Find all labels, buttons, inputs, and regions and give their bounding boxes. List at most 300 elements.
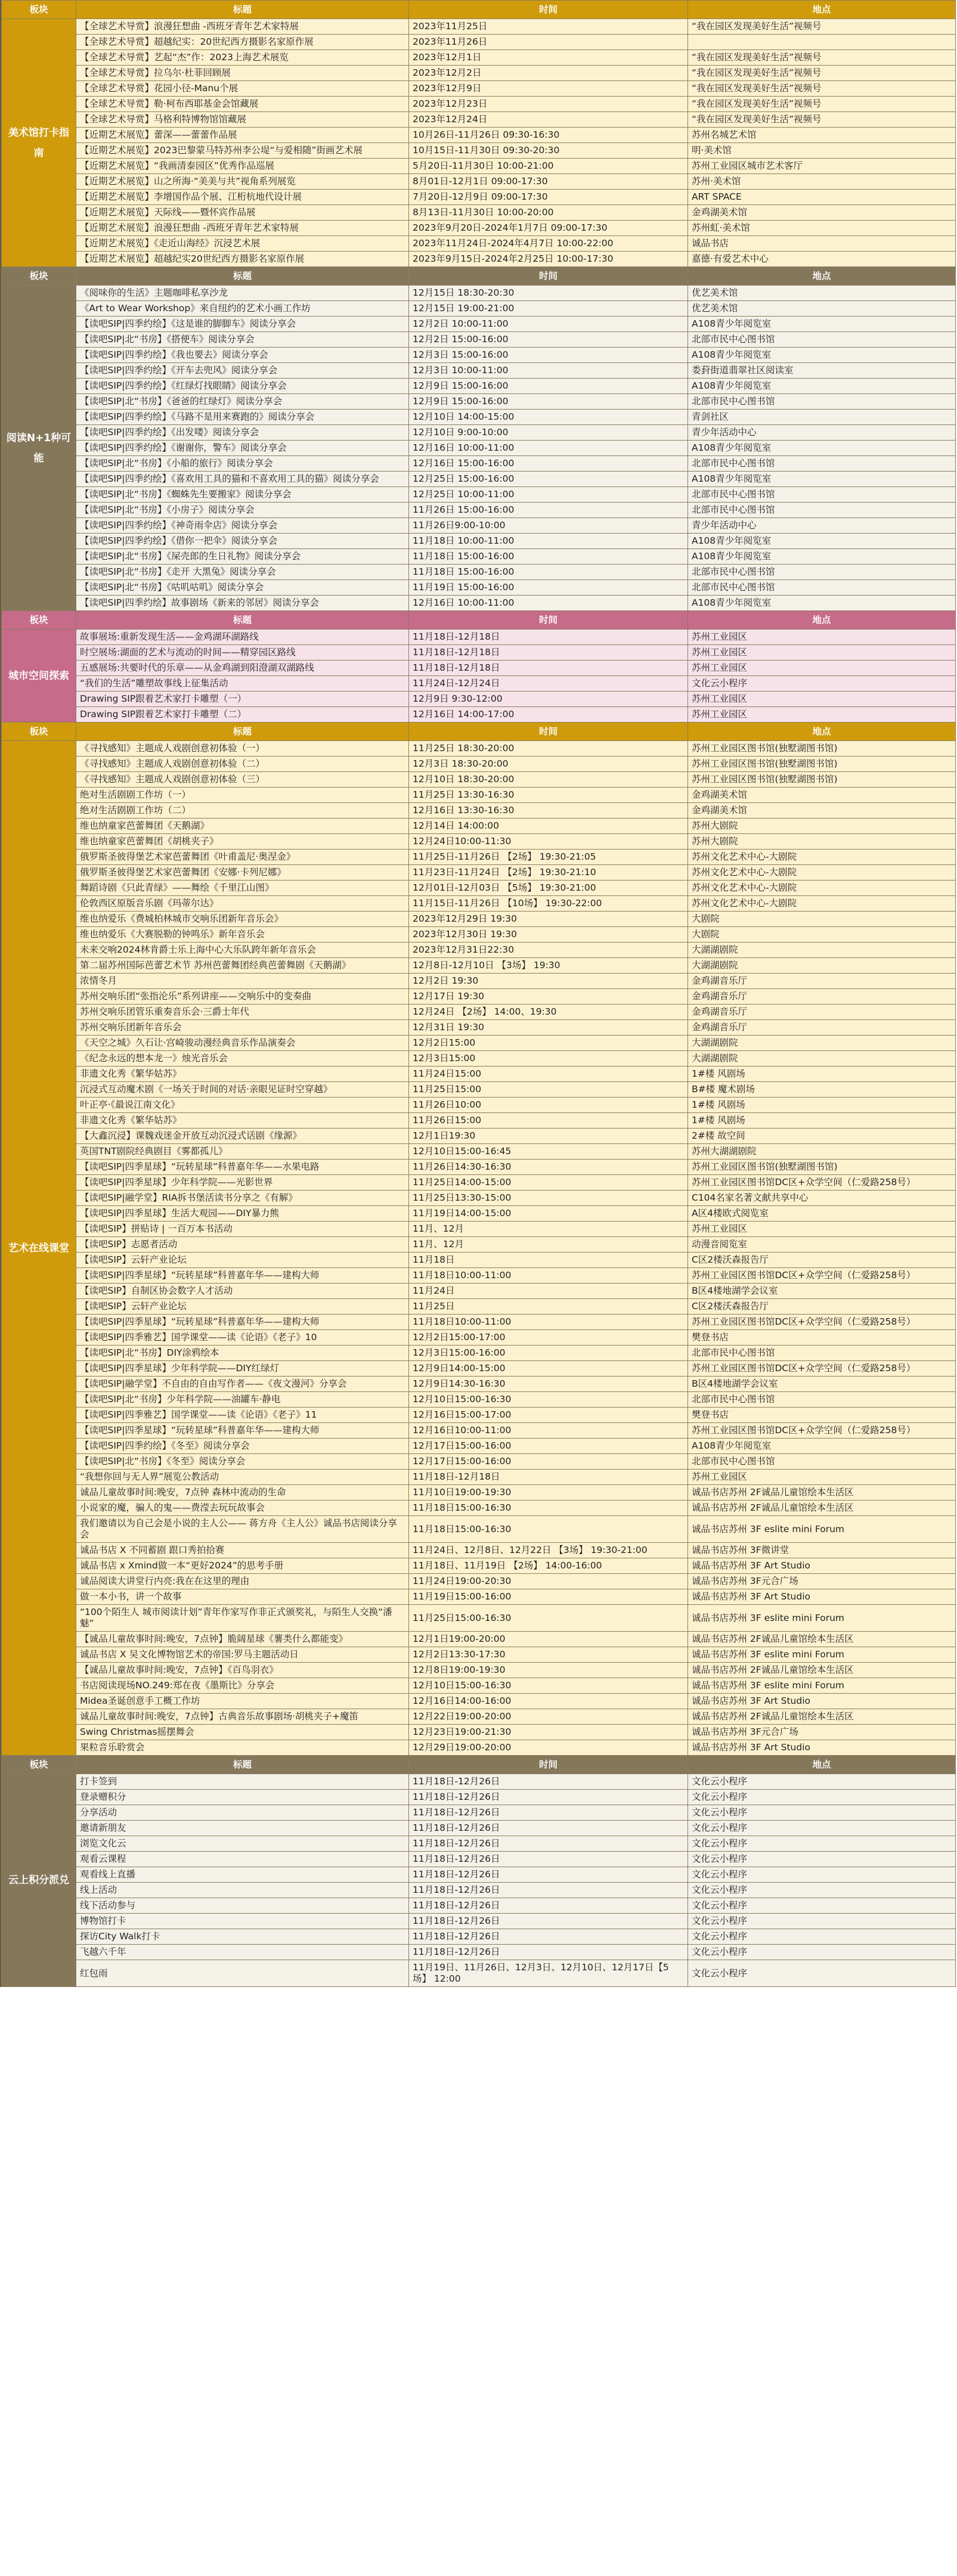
event-title-cell: 【读吧SIP|四季星球】“玩转星球”科普嘉年华——建构大师 — [76, 1315, 409, 1330]
event-location-cell: 诚品书店苏州 3F eslite mini Forum — [688, 1516, 956, 1543]
table-row — [2, 596, 956, 611]
table-row — [2, 190, 956, 205]
table-row — [2, 1036, 956, 1051]
event-time-cell: 7月20日-12月9日 09:00-17:30 — [409, 190, 688, 205]
table-row — [2, 661, 956, 676]
event-location-cell: 娄葑街道翡翠社区阅读室 — [688, 363, 956, 379]
table-row — [2, 1237, 956, 1253]
event-time-cell: 2023年9月20日-2024年1月7日 09:00-17:30 — [409, 221, 688, 236]
event-location-cell: A108青少年阅览室 — [688, 1439, 956, 1454]
event-time-cell: 11月24日-12月24日 — [409, 676, 688, 692]
schedule-table — [1, 0, 956, 1987]
event-location-cell: 樊登书店 — [688, 1408, 956, 1423]
table-row — [2, 1206, 956, 1222]
table-row — [2, 912, 956, 927]
event-location-cell: 苏州工业园区图书馆DC区+众学空间（仁爱路258号） — [688, 1268, 956, 1284]
event-location-cell: 诚品书店苏州 2F诚品儿童馆绘本生活区 — [688, 1663, 956, 1678]
event-location-cell: 苏州文化艺术中心-大剧院 — [688, 896, 956, 912]
table-row — [2, 803, 956, 819]
event-time-cell: 11月18日-12月26日 — [409, 1805, 688, 1821]
table-row — [2, 958, 956, 974]
event-title-cell: 【读吧SIP|四季雅艺】国学课堂——读《论语》《老子》10 — [76, 1330, 409, 1346]
table-row — [2, 128, 956, 143]
event-location-cell: 苏州大湖湖剧院 — [688, 1144, 956, 1160]
table-row — [2, 1852, 956, 1867]
table-row — [2, 1408, 956, 1423]
header-time: 时间 — [409, 723, 688, 741]
event-time-cell: 12月17日 19:30 — [409, 989, 688, 1005]
table-row — [2, 286, 956, 301]
event-time-cell: 11月23日-11月24日 【2场】 19:30-21:10 — [409, 865, 688, 881]
event-time-cell: 12月14日 14:00:00 — [409, 819, 688, 834]
event-title-cell: 非遗文化秀《繁华姑苏》 — [76, 1067, 409, 1082]
table-row — [2, 741, 956, 757]
event-title-cell: 【诚品儿童故事时间:晚安，7点钟】《百鸟羽衣》 — [76, 1663, 409, 1678]
header-section: 板块 — [2, 723, 76, 741]
event-location-cell: 明·美术馆 — [688, 143, 956, 159]
table-row — [2, 1647, 956, 1663]
event-title-cell: 【全球艺术导赏】花园小径-Manu个展 — [76, 81, 409, 97]
event-time-cell: 2023年12月24日 — [409, 112, 688, 128]
event-title-cell: 五感展场:共要时代的乐章——从金鸡湖到阳澄湖双湖路线 — [76, 661, 409, 676]
table-row — [2, 1867, 956, 1883]
table-row — [2, 518, 956, 534]
event-location-cell: 诚品书店苏州 3F eslite mini Forum — [688, 1647, 956, 1663]
event-location-cell: 北部市民中心图书馆 — [688, 487, 956, 503]
header-time: 时间 — [409, 1, 688, 19]
header-section: 板块 — [2, 267, 76, 286]
event-location-cell: 大湖湖剧院 — [688, 943, 956, 958]
event-location-cell — [688, 35, 956, 50]
event-location-cell: 北部市民中心图书馆 — [688, 580, 956, 596]
event-time-cell: 2023年11月26日 — [409, 35, 688, 50]
table-row — [2, 1914, 956, 1929]
event-time-cell: 11月25日 13:30-16:30 — [409, 788, 688, 803]
table-row — [2, 1694, 956, 1709]
event-location-cell: 文化云小程序 — [688, 1867, 956, 1883]
event-title-cell: 打卡签到 — [76, 1774, 409, 1790]
event-location-cell: 动漫音阅览室 — [688, 1237, 956, 1253]
event-title-cell: 【全球艺术导赏】拉乌尔·杜菲回顾展 — [76, 66, 409, 81]
event-time-cell: 2023年12月23日 — [409, 97, 688, 112]
event-location-cell: 文化云小程序 — [688, 1821, 956, 1836]
event-title-cell: 《寻找感知》主题成人戏剧创意初体验（一） — [76, 741, 409, 757]
event-time-cell: 11月18日、11月19日 【2场】 14:00-16:00 — [409, 1558, 688, 1574]
table-row — [2, 1805, 956, 1821]
event-time-cell: 12月8日19:00-19:30 — [409, 1663, 688, 1678]
event-location-cell: 金鸡湖美术馆 — [688, 788, 956, 803]
table-row — [2, 1067, 956, 1082]
event-time-cell: 11月18日-12月18日 — [409, 645, 688, 661]
table-row — [2, 850, 956, 865]
event-time-cell: 12月2日 19:30 — [409, 974, 688, 989]
event-title-cell: 诚品儿童故事时间:晚安，7点钟 森林中流动的生命 — [76, 1485, 409, 1501]
event-time-cell: 12月9日 9:30-12:00 — [409, 692, 688, 707]
event-time-cell: 12月15日 18:30-20:30 — [409, 286, 688, 301]
event-time-cell: 12月9日 15:00-16:00 — [409, 394, 688, 410]
event-time-cell: 11月25日13:30-15:00 — [409, 1191, 688, 1206]
event-title-cell: 【全球艺术导赏】马格利特博物馆馆藏展 — [76, 112, 409, 128]
table-row — [2, 1361, 956, 1377]
event-time-cell: 11月、12月 — [409, 1222, 688, 1237]
event-title-cell: 诚品阅读大讲堂行内亮:我在在这里的理由 — [76, 1574, 409, 1589]
event-time-cell: 10月15日-11月30日 09:30-20:30 — [409, 143, 688, 159]
event-time-cell: 11月18日-12月26日 — [409, 1836, 688, 1852]
event-time-cell: 5月20日-11月30日 10:00-21:00 — [409, 159, 688, 174]
table-row — [2, 757, 956, 772]
event-location-cell: 大湖湖剧院 — [688, 958, 956, 974]
table-row — [2, 205, 956, 221]
event-title-cell: 【读吧SIP】云轩产业论坛 — [76, 1253, 409, 1268]
table-row — [2, 66, 956, 81]
event-location-cell: 苏州文化艺术中心-大剧院 — [688, 881, 956, 896]
header-time: 时间 — [409, 611, 688, 630]
table-row — [2, 1175, 956, 1191]
event-title-cell: 《寻找感知》主题成人戏剧创意初体验（三） — [76, 772, 409, 788]
table-row — [2, 1020, 956, 1036]
event-title-cell: 【读吧SIP|北“书房】《蜘蛛先生要搬家》阅读分享会 — [76, 487, 409, 503]
event-location-cell: 文化云小程序 — [688, 1852, 956, 1867]
table-row — [2, 97, 956, 112]
event-time-cell: 12月01日-12月03日 【5场】 19:30-21:00 — [409, 881, 688, 896]
table-row — [2, 503, 956, 518]
table-row — [2, 1268, 956, 1284]
event-location-cell: 诚品书店苏州 3F eslite mini Forum — [688, 1678, 956, 1694]
header-time: 时间 — [409, 267, 688, 286]
event-title-cell: 诚品书店 X 吴文化博物馆艺术的帝国:罗马主题活动日 — [76, 1647, 409, 1663]
event-time-cell: 12月17日15:00-16:00 — [409, 1454, 688, 1470]
event-location-cell: “我在园区发现美好生活”视频号 — [688, 19, 956, 35]
event-time-cell: 2023年11月24日-2024年4月7日 10:00-22:00 — [409, 236, 688, 252]
event-time-cell: 11月25日 18:30-20:00 — [409, 741, 688, 757]
event-title-cell: 飞越六千年 — [76, 1945, 409, 1960]
event-location-cell: 苏州工业园区 — [688, 645, 956, 661]
event-time-cell: 11月18日-12月26日 — [409, 1821, 688, 1836]
table-row — [2, 1129, 956, 1144]
event-title-cell: 【全球艺术导赏】勒·柯布西耶基金会馆藏展 — [76, 97, 409, 112]
table-row — [2, 1160, 956, 1175]
event-location-cell: 诚品书店苏州 3F Art Studio — [688, 1694, 956, 1709]
event-time-cell: 12月2日13:30-17:30 — [409, 1647, 688, 1663]
event-title-cell: 《纪念永远的想本龙一》烛光音乐会 — [76, 1051, 409, 1067]
event-location-cell: B区4楼地湖学会议室 — [688, 1284, 956, 1299]
event-location-cell: 苏州大剧院 — [688, 819, 956, 834]
event-location-cell: 北部市民中心图书馆 — [688, 1454, 956, 1470]
event-time-cell: 11月18日-12月26日 — [409, 1929, 688, 1945]
event-location-cell: A108青少年阅览室 — [688, 317, 956, 332]
event-time-cell: 12月16日10:00-11:00 — [409, 1423, 688, 1439]
table-row — [2, 441, 956, 456]
event-time-cell: 2023年12月1日 — [409, 50, 688, 66]
event-title-cell: 俄罗斯圣彼得堡艺术家芭蕾舞团《安娜·卡列尼娜》 — [76, 865, 409, 881]
section-header-row — [2, 1, 956, 19]
event-title-cell: 【读吧SIP|融学堂】RIA拆书堡活读书分享之《有解》 — [76, 1191, 409, 1206]
event-time-cell: 11月25日15:00 — [409, 1082, 688, 1098]
event-title-cell: 书店阅读现场NO.249:郑在夜《墨斯比》分享会 — [76, 1678, 409, 1694]
event-title-cell: 【近期艺术展览】山之所海·“美美与共”视角系列展览 — [76, 174, 409, 190]
event-title-cell: 【读吧SIP|北“书房】《冬至》阅读分享会 — [76, 1454, 409, 1470]
event-time-cell: 12月2日 15:00-16:00 — [409, 332, 688, 348]
table-row — [2, 1558, 956, 1574]
table-row — [2, 834, 956, 850]
event-time-cell: 11月18日-12月26日 — [409, 1883, 688, 1898]
table-row — [2, 301, 956, 317]
event-location-cell: “我在园区发现美好生活”视频号 — [688, 112, 956, 128]
event-title-cell: 【读吧SIP|四季约绘】《冬至》阅读分享会 — [76, 1439, 409, 1454]
event-title-cell: 果粒音乐聆赏会 — [76, 1740, 409, 1756]
event-location-cell: B#楼 魔术剧场 — [688, 1082, 956, 1098]
event-time-cell: 11月18日-12月26日 — [409, 1867, 688, 1883]
table-row — [2, 487, 956, 503]
event-title-cell: 【读吧SIP|北“书房】《走开 大黑兔》阅读分享会 — [76, 565, 409, 580]
event-title-cell: “我想你回与无人界”展览公教活动 — [76, 1470, 409, 1485]
event-location-cell: 文化云小程序 — [688, 1914, 956, 1929]
event-location-cell: 优艺美术馆 — [688, 286, 956, 301]
table-row — [2, 1253, 956, 1268]
event-time-cell: 12月25日 10:00-11:00 — [409, 487, 688, 503]
event-time-cell: 12月3日 15:00-16:00 — [409, 348, 688, 363]
table-row — [2, 1144, 956, 1160]
section-category: 艺术在线课堂 — [2, 741, 76, 1756]
event-time-cell: 11月19日15:00-16:00 — [409, 1589, 688, 1605]
table-row — [2, 1113, 956, 1129]
event-title-cell: 小说家的魔，骗人的鬼——费滢去玩玩故事会 — [76, 1501, 409, 1516]
event-location-cell: “我在园区发现美好生活”视频号 — [688, 50, 956, 66]
event-title-cell: 【读吧SIP|北“书房】《屎壳郎的生日礼物》阅读分享会 — [76, 549, 409, 565]
event-title-cell: 绝对生活剧剧工作坊（二） — [76, 803, 409, 819]
table-row — [2, 35, 956, 50]
event-title-cell: 《天空之城》久石让·宫崎骏动漫经典音乐作品演奏会 — [76, 1036, 409, 1051]
table-row — [2, 252, 956, 267]
event-title-cell: 【读吧SIP|四季约绘】《出发喽》阅读分享会 — [76, 425, 409, 441]
event-time-cell: 11月19日、11月26日、12月3日、12月10日、12月17日【5场】 12:00 — [409, 1960, 688, 1987]
table-row — [2, 974, 956, 989]
event-title-cell: 《寻找感知》主题成人戏剧创意初体验（二） — [76, 757, 409, 772]
table-row — [2, 174, 956, 190]
table-row — [2, 927, 956, 943]
table-row — [2, 1543, 956, 1558]
event-title-cell: 【读吧SIP】拼贴诗 | 一百万本书活动 — [76, 1222, 409, 1237]
event-title-cell: 【读吧SIP|四季约绘】《这是谁的脚脚车》阅读分享会 — [76, 317, 409, 332]
event-location-cell: A108青少年阅览室 — [688, 472, 956, 487]
event-location-cell: 2#楼 故空间 — [688, 1129, 956, 1144]
event-time-cell: 11月26日10:00 — [409, 1098, 688, 1113]
event-title-cell: 【近期艺术展览】李增国作品个展、江桁杭地代设计展 — [76, 190, 409, 205]
event-location-cell: 苏州工业园区 — [688, 707, 956, 723]
event-time-cell: 11月25日 — [409, 1299, 688, 1315]
event-time-cell: 2023年12月30日 19:30 — [409, 927, 688, 943]
event-title-cell: 【读吧SIP|四季约绘】《借你一把伞》阅读分享会 — [76, 534, 409, 549]
schedule-body — [2, 1, 956, 1987]
table-row — [2, 565, 956, 580]
event-title-cell: 做一本小书，讲一个故事 — [76, 1589, 409, 1605]
event-time-cell: 12月10日15:00-16:45 — [409, 1144, 688, 1160]
event-title-cell: 伦敦西区原版音乐剧《玛蒂尔达》 — [76, 896, 409, 912]
event-time-cell: 2023年12月9日 — [409, 81, 688, 97]
event-title-cell: 【读吧SIP|四季星球】生活大观园——DIY暴力熊 — [76, 1206, 409, 1222]
table-row — [2, 1945, 956, 1960]
event-title-cell: 【近期艺术展览】浪漫狂想曲 -西班牙青年艺术家特展 — [76, 221, 409, 236]
event-title-cell: 维也纳爱乐《大赛脱勒的钟鸣乐》新年音乐会 — [76, 927, 409, 943]
event-location-cell: A108青少年阅览室 — [688, 534, 956, 549]
event-title-cell: 【读吧SIP|四季约绘】《我也要去》阅读分享会 — [76, 348, 409, 363]
event-title-cell: 【读吧SIP|四季约绘】《马路不是用来赛跑的》阅读分享会 — [76, 410, 409, 425]
section-category: 阅读N+1种可能 — [2, 286, 76, 611]
table-row — [2, 772, 956, 788]
event-location-cell: 北部市民中心图书馆 — [688, 503, 956, 518]
section-category: 城市空间探索 — [2, 630, 76, 723]
event-location-cell: 苏州工业园区图书馆(独墅湖图书馆) — [688, 757, 956, 772]
event-time-cell: 8月01日-12月1日 09:00-17:30 — [409, 174, 688, 190]
event-title-cell: 【大鑫沉浸】课魏戏迷金开放互动沉浸式话剧《缘源》 — [76, 1129, 409, 1144]
event-title-cell: 苏州交响乐团新年音乐会 — [76, 1020, 409, 1036]
section-header-row — [2, 1756, 956, 1774]
event-location-cell: 苏州工业园区 — [688, 630, 956, 645]
event-title-cell: 时空展场:湖面的艺术与流动的时间——精穿园区路线 — [76, 645, 409, 661]
event-location-cell: 苏州工业园区 — [688, 1222, 956, 1237]
event-title-cell: 【读吧SIP|四季星球】“玩转星球”科普嘉年华——水果电路 — [76, 1160, 409, 1175]
table-row — [2, 1082, 956, 1098]
event-title-cell: 舞蹈诗剧《只此青绿》——舞绘《千里江山图》 — [76, 881, 409, 896]
event-title-cell: Midea圣诞创意手工概工作坊 — [76, 1694, 409, 1709]
event-location-cell: A108青少年阅览室 — [688, 549, 956, 565]
table-row — [2, 1516, 956, 1543]
table-row — [2, 1836, 956, 1852]
event-time-cell: 11月18日-12月26日 — [409, 1852, 688, 1867]
table-row — [2, 707, 956, 723]
event-time-cell: 11月19日14:00-15:00 — [409, 1206, 688, 1222]
event-time-cell: 12月16日 15:00-16:00 — [409, 456, 688, 472]
event-location-cell: 文化云小程序 — [688, 1898, 956, 1914]
event-location-cell: 诚品书店苏州 3F Art Studio — [688, 1589, 956, 1605]
event-location-cell: 大湖湖剧院 — [688, 1036, 956, 1051]
event-time-cell: 2023年12月29日 19:30 — [409, 912, 688, 927]
table-row — [2, 1485, 956, 1501]
event-title-cell: 线下活动参与 — [76, 1898, 409, 1914]
event-title-cell: 【读吧SIP|四季星球】“玩转星球”科普嘉年华——建构大师 — [76, 1268, 409, 1284]
event-location-cell: A108青少年阅览室 — [688, 348, 956, 363]
event-title-cell: 维也纳童家芭蕾舞团《天鹅湖》 — [76, 819, 409, 834]
table-row — [2, 379, 956, 394]
table-row — [2, 1898, 956, 1914]
table-row — [2, 989, 956, 1005]
event-title-cell: 线上活动 — [76, 1883, 409, 1898]
table-row — [2, 645, 956, 661]
table-row — [2, 19, 956, 35]
header-section: 板块 — [2, 611, 76, 630]
event-location-cell: 文化云小程序 — [688, 676, 956, 692]
event-title-cell: 【读吧SIP|北“书房】《小房子》阅读分享会 — [76, 503, 409, 518]
event-title-cell: 【读吧SIP|北“书房】《搭便车》阅读分享会 — [76, 332, 409, 348]
header-section: 板块 — [2, 1756, 76, 1774]
table-row — [2, 410, 956, 425]
event-time-cell: 11月18日15:00-16:30 — [409, 1501, 688, 1516]
event-location-cell: 苏州工业园区图书馆DC区+众学空间（仁爱路258号） — [688, 1361, 956, 1377]
table-row — [2, 1299, 956, 1315]
table-row — [2, 1574, 956, 1589]
event-time-cell: 11月10日19:00-19:30 — [409, 1485, 688, 1501]
event-location-cell: “我在园区发现美好生活”视频号 — [688, 81, 956, 97]
event-location-cell: C104名家名著文献共享中心 — [688, 1191, 956, 1206]
event-title-cell: 【读吧SIP】自制区协会数字人才活动 — [76, 1284, 409, 1299]
event-title-cell: 【全球艺术导赏】超越纪实：20世纪西方摄影名家原作展 — [76, 35, 409, 50]
event-title-cell: 观看云课程 — [76, 1852, 409, 1867]
event-title-cell: 探访City Walk打卡 — [76, 1929, 409, 1945]
event-location-cell: 苏州工业园区图书馆(独墅湖图书馆) — [688, 741, 956, 757]
event-location-cell: 文化云小程序 — [688, 1929, 956, 1945]
table-row — [2, 50, 956, 66]
event-location-cell: 大湖湖剧院 — [688, 1051, 956, 1067]
event-location-cell: A108青少年阅览室 — [688, 379, 956, 394]
table-row — [2, 1392, 956, 1408]
event-location-cell: 文化云小程序 — [688, 1960, 956, 1987]
event-time-cell: 12月24日 【2场】 14:00、19:30 — [409, 1005, 688, 1020]
table-row — [2, 1709, 956, 1725]
table-row — [2, 1470, 956, 1485]
table-row — [2, 1315, 956, 1330]
event-time-cell: 11月18日-12月26日 — [409, 1945, 688, 1960]
event-location-cell: 北部市民中心图书馆 — [688, 394, 956, 410]
table-row — [2, 676, 956, 692]
table-row — [2, 534, 956, 549]
event-time-cell: 12月22日19:00-20:00 — [409, 1709, 688, 1725]
table-row — [2, 896, 956, 912]
event-time-cell: 12月3日15:00-16:00 — [409, 1346, 688, 1361]
event-time-cell: 2023年9月15日-2024年2月25日 10:00-17:30 — [409, 252, 688, 267]
event-location-cell: 诚品书店苏州 3F eslite mini Forum — [688, 1605, 956, 1632]
event-location-cell: 樊登书店 — [688, 1330, 956, 1346]
table-row — [2, 1725, 956, 1740]
event-location-cell: 北部市民中心图书馆 — [688, 1346, 956, 1361]
table-row — [2, 819, 956, 834]
event-time-cell: 2023年11月25日 — [409, 19, 688, 35]
table-row — [2, 1191, 956, 1206]
event-time-cell: 12月16日15:00-17:00 — [409, 1408, 688, 1423]
table-row — [2, 865, 956, 881]
event-time-cell: 11月18日-12月18日 — [409, 630, 688, 645]
event-location-cell: 诚品书店苏州 2F诚品儿童馆绘本生活区 — [688, 1501, 956, 1516]
event-time-cell: 12月9日14:00-15:00 — [409, 1361, 688, 1377]
event-location-cell: 诚品书店苏州 3F Art Studio — [688, 1740, 956, 1756]
event-title-cell: 【读吧SIP|四季约绘】《红绿灯找眼睛》阅读分享会 — [76, 379, 409, 394]
table-row — [2, 1821, 956, 1836]
event-time-cell: 11月18日-12月26日 — [409, 1914, 688, 1929]
table-row — [2, 580, 956, 596]
event-location-cell: 大剧院 — [688, 912, 956, 927]
event-time-cell: 12月10日 14:00-15:00 — [409, 410, 688, 425]
event-location-cell: C区2楼沃森报告厅 — [688, 1299, 956, 1315]
event-time-cell: 11月18日-12月26日 — [409, 1898, 688, 1914]
table-row — [2, 1883, 956, 1898]
event-title-cell: Drawing SIP跟着艺术家打卡雕塑（一） — [76, 692, 409, 707]
event-time-cell: 10月26日-11月26日 09:30-16:30 — [409, 128, 688, 143]
event-title-cell: 【读吧SIP|四季星球】“玩转星球”科普嘉年华——建构大师 — [76, 1423, 409, 1439]
event-time-cell: 12月2日15:00-17:00 — [409, 1330, 688, 1346]
event-time-cell: 11月19日 15:00-16:00 — [409, 580, 688, 596]
event-location-cell: A108青少年阅览室 — [688, 441, 956, 456]
table-row — [2, 1423, 956, 1439]
event-time-cell: 12月16日 10:00-11:00 — [409, 441, 688, 456]
event-location-cell: 青少年活动中心 — [688, 518, 956, 534]
table-row — [2, 1632, 956, 1647]
event-location-cell: 苏州名城艺术馆 — [688, 128, 956, 143]
event-title-cell: 诚品书店 x Xmind做一本“更好2024”的思考手册 — [76, 1558, 409, 1574]
event-title-cell: 【全球艺术导赏】浪漫狂想曲 -西班牙青年艺术家特展 — [76, 19, 409, 35]
event-time-cell: 11月24日15:00 — [409, 1067, 688, 1082]
table-row — [2, 1605, 956, 1632]
table-row — [2, 221, 956, 236]
event-title-cell: 俄罗斯圣彼得堡艺术家芭蕾舞团《叶甫盖尼·奥涅金》 — [76, 850, 409, 865]
